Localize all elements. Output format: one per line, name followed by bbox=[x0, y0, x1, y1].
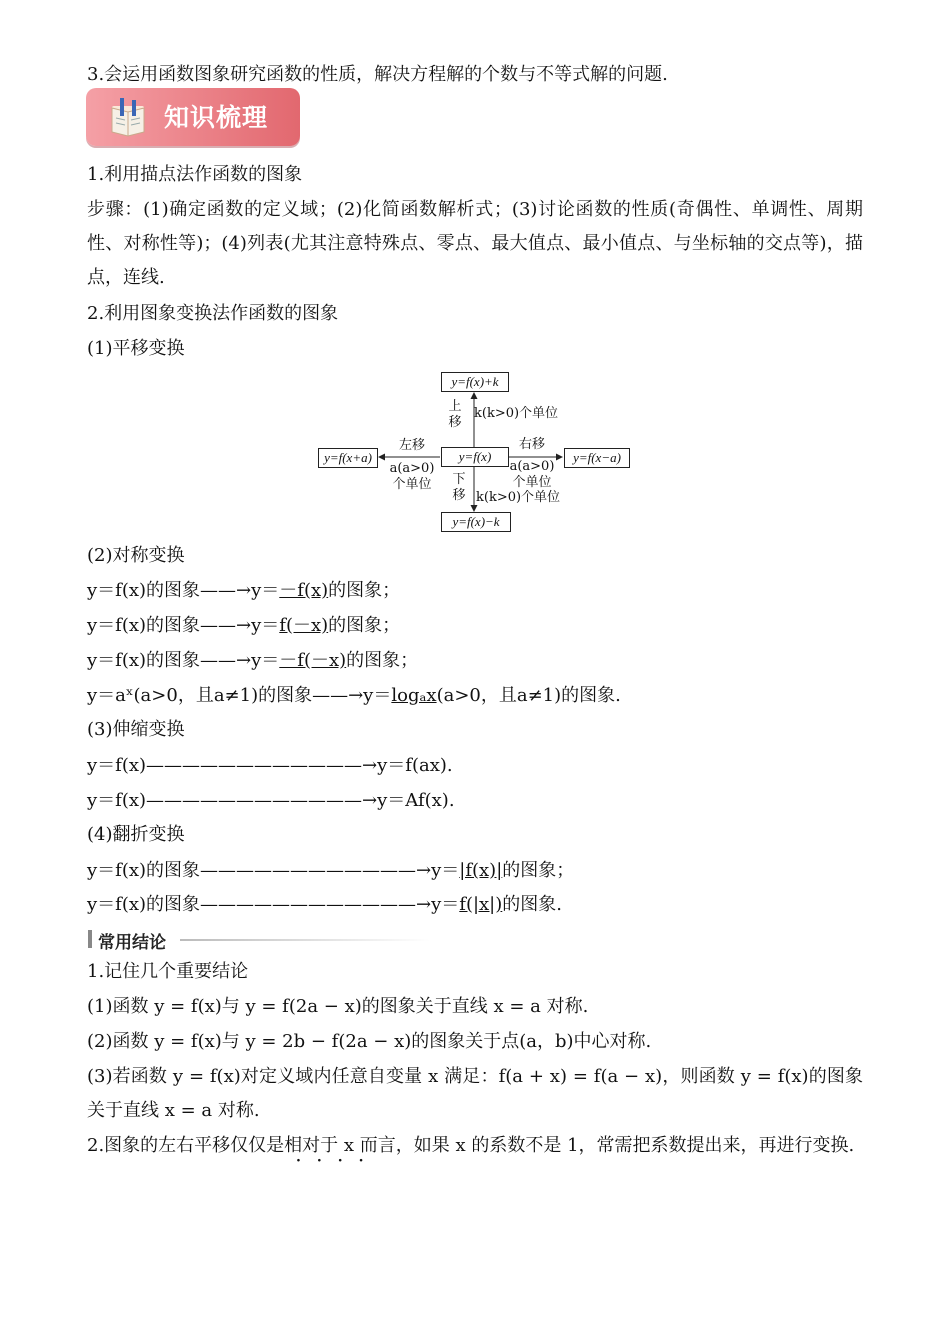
c1-title: 1.记住几个重要结论 bbox=[87, 961, 249, 982]
c2-item: 2.图象的左右平移仅仅是相对于 x 而言，如果 x 的系数不是 1，常需把系数提出来，再进行变换. bbox=[87, 1135, 855, 1156]
stretch-line-1: y＝f(x)————————————→y＝f(ax). bbox=[87, 755, 453, 776]
sym-line-3 bbox=[87, 649, 418, 673]
s2-title: 2.利用图象变换法作函数的图象 bbox=[87, 303, 339, 324]
sym-line-2 bbox=[87, 614, 400, 638]
box-top: y=f(x)+k bbox=[441, 372, 509, 392]
c1-item-2: (2)函数 y = f(x)与 y = 2b − f(2a − x)的图象关于点(a，b)中心对称. bbox=[87, 1031, 652, 1052]
left-label: 左移 bbox=[398, 438, 425, 453]
sym-line-4 bbox=[87, 684, 621, 708]
down-cond: k(k>0)个单位 bbox=[476, 490, 561, 505]
sym-2-pre: y＝f(x)的图象——→y＝ bbox=[87, 615, 280, 636]
s2-sub2: (2)对称变换 bbox=[87, 545, 185, 566]
s2-sub3: (3)伸缩变换 bbox=[87, 719, 185, 740]
box-bottom: y=f(x)−k bbox=[441, 512, 511, 532]
sym-3-post: 的图象； bbox=[346, 650, 419, 671]
heading-bar bbox=[88, 930, 92, 948]
sym-3-answer: －f(－x) bbox=[279, 650, 347, 671]
sym-2-answer: f(－x) bbox=[279, 615, 329, 636]
s2-sub1: (1)平移变换 bbox=[87, 338, 185, 359]
flip-2-pre: y＝f(x)的图象————————————→y＝ bbox=[87, 894, 460, 915]
down-label: 下 移 bbox=[452, 472, 466, 503]
banner-title: 知识梳理 bbox=[164, 103, 269, 132]
box-right: y=f(x−a) bbox=[564, 448, 630, 468]
sym-2-post: 的图象； bbox=[328, 615, 401, 636]
s1-title: 1.利用描点法作函数的图象 bbox=[87, 164, 303, 185]
c1-item-3: (3)若函数 y = f(x)对定义域内任意自变量 x 满足：f(a + x) = f(a − x)，则函数 y = f(x)的图象关于直线 x = a 对称. bbox=[87, 1066, 863, 1121]
emphasis-dots: ···· bbox=[296, 1153, 380, 1169]
right-cond: a(a>0) 个单位 bbox=[509, 459, 555, 490]
box-center: y=f(x) bbox=[441, 447, 509, 467]
sym-3-pre: y＝f(x)的图象——→y＝ bbox=[87, 650, 280, 671]
up-label: 上 移 bbox=[448, 399, 462, 430]
c1-item-1: (1)函数 y = f(x)与 y = f(2a − x)的图象关于直线 x = a 对称. bbox=[87, 996, 589, 1017]
box-left: y=f(x+a) bbox=[318, 448, 378, 468]
flip-2-post: 的图象. bbox=[502, 894, 563, 915]
sym-line-1 bbox=[87, 579, 400, 603]
flip-1-pre: y＝f(x)的图象————————————→y＝ bbox=[87, 860, 460, 881]
up-cond: k(k>0)个单位 bbox=[474, 406, 559, 421]
flip-1-post: 的图象； bbox=[502, 860, 575, 881]
flip-1-answer: |f(x)| bbox=[459, 860, 503, 881]
heading-rule bbox=[180, 939, 430, 941]
sym-4-pre: y＝aˣ(a>0，且a≠1)的图象——→y＝ bbox=[87, 685, 392, 706]
s1-steps: 步骤：(1)确定函数的定义域；(2)化简函数解析式；(3)讨论函数的性质(奇偶性、单调性、周期性、对称性等)；(4)列表(尤其注意特殊点、零点、最大值点、最小值点、与坐标轴的交点等)，描点，连线. bbox=[87, 199, 863, 288]
s2-sub4: (4)翻折变换 bbox=[87, 824, 185, 845]
conclusions-heading-text: 常用结论 bbox=[98, 933, 166, 953]
right-label: 右移 bbox=[518, 437, 545, 452]
book-icon bbox=[108, 96, 148, 138]
sym-4-answer: logₐx bbox=[391, 685, 437, 706]
left-cond: a(a>0) 个单位 bbox=[389, 461, 435, 492]
sym-1-pre: y＝f(x)的图象——→y＝ bbox=[87, 580, 280, 601]
sym-4-post: (a>0，且a≠1)的图象. bbox=[436, 685, 621, 706]
flip-2-answer: f(|x|) bbox=[459, 894, 503, 915]
flip-line-1 bbox=[87, 859, 574, 883]
stretch-line-2: y＝f(x)————————————→y＝Af(x). bbox=[87, 790, 455, 811]
section-banner bbox=[86, 88, 300, 146]
intro-line: 3.会运用函数图象研究函数的性质，解决方程解的个数与不等式解的问题. bbox=[87, 64, 668, 85]
sym-1-answer: －f(x) bbox=[279, 580, 329, 601]
sym-1-post: 的图象； bbox=[328, 580, 401, 601]
flip-line-2 bbox=[87, 893, 562, 917]
